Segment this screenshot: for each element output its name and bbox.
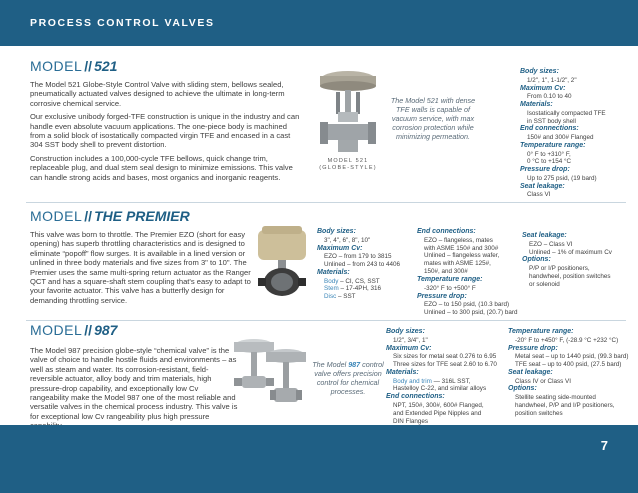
paragraph: Our exclusive unibody forged-TFE construction is unique in the industry and can handle even absolute vacuum applications. The one-piece body is machined from a solid block of isostatically compacted virgin TFE and encased in a cast 304 SST body shell to prevent distortion. — [30, 112, 300, 150]
pull-quote-521: The Model 521 with dense TFE walls is capable of vacuum service, with max corrosion protection while minimizing permeation. — [390, 96, 476, 141]
spec-group: End connections: 150# and 300# Flanged — [520, 125, 594, 141]
section-title-521: MODEL // 521 — [30, 58, 118, 74]
paragraph: This valve was born to throttle. The Premier EZO (short for easy opening) has superb throttling characteristics and is designed to eliminate “popoff” flow surges. It is available in a lined version or unlined in three body materials and five sizes from 3" to 10". The Premier uses the same multi-spring return actuator as the Ranger QCT and has a square-shaft stem coupling that's easy to adapt to your favorite actuator. This valve has a butterfly design for demanding throttling service. — [30, 230, 251, 305]
section-divider — [26, 320, 626, 321]
header-bar — [0, 0, 638, 46]
footer-bar — [0, 425, 638, 493]
page-number: 7 — [600, 438, 608, 453]
valve-987-image — [230, 328, 310, 426]
specs-premier-col1: Body sizes: 3", 4", 6", 8", 10" Maximum Cv: EZO – from 179 to 3815 Unlined – from 243 to 4406 Materials: Body – CI, CS, SST Stem – 17-4PH, 316 Disc – SST — [317, 228, 400, 301]
spec-group: Seat leakage: Class VI — [520, 182, 565, 199]
spec-group: Pressure drop: Up to 275 psid, (19 bard) — [520, 166, 597, 182]
section-divider — [26, 202, 626, 203]
section-title-987: MODEL // 987 — [30, 322, 118, 338]
specs-987-col1: Body sizes: 1/2", 3/4", 1" Maximum Cv: Six sizes for metal seat 0.276 to 6.95 Three sizes for TFE seat 2.60 to 6.70 Materials: Body and trim — 316L SST, Hastelloy C-22, and similar alloys End connections: NPT, 150#, 300#, 600# Flanged, and Extended Pipe Nipples and DIN Flanges — [386, 328, 497, 425]
valve-521-image — [318, 66, 378, 158]
section-model-521 — [0, 58, 638, 200]
specs-987-col2: Temperature range: -20° F to +450° F, (-28.9 °C +232 °C) Pressure drop: Metal seat – up to 1440 psid, (99.3 bard) TFE seat – up to 400 psid, (27.5 bard) Seat leakage: Class IV or Class VI Options: Stellite seating side-mounted handwheel, P/P and I/P positioners, position switches — [508, 328, 629, 417]
spec-group: Materials: Isostatically compacted TFE in SST body shell — [520, 101, 606, 125]
paragraph: Construction includes a 100,000-cycle TFE bellows, quick change trim, replaceable plug, and dual stem seal design to minimize emissions. This valve can handle strong acids and bases, most organics and inorganic reagents. — [30, 153, 293, 182]
spec-group: Temperature range: 0° F to +310° F, 0 °C to +154 °C — [520, 141, 586, 166]
spec-group: Body sizes: 1/2", 1", 1-1/2", 2" — [520, 68, 577, 84]
section-body-987 — [30, 346, 238, 435]
section-premier — [0, 208, 638, 320]
valve-premier-image — [252, 224, 312, 300]
section-body-521 — [30, 80, 300, 186]
section-model-987 — [0, 322, 638, 426]
specs-premier-col2: End connections: EZO – flangeless, mates with ASME 150# and 300# Unlined – flangeless wafer, mates with ASME 125#, 150#, and 300# Temperature range: -320° F to +500° F Pressure drop: EZO – to 150 psid, (10.3 bard) Unlined – to 300 psid, (20.7) bard — [417, 228, 518, 317]
paragraph: The Model 987 precision globe-style “chemical valve” is the valve of choice to handle hostile fluids and environments – as well as steam and water. Its corrosion-resistant, field-reversible actuator, alloy body and trim materials, high pressure-drop capability, and exceptionally low Cv rangeability make the Model 987 one of the most reliable and versatile valves in the chemical process industry. This valve is for exceptional low Cv rangeability plus high pressure — [30, 346, 238, 421]
paragraph: The Model 521 Globe-Style Control Valve with sliding stem, bellows sealed, pneumatically actuated valves designed to achieve the ultimate in long-term corrosive chemical service. — [30, 80, 285, 108]
spec-group: Maximum Cv: From 0.10 to 40 — [520, 84, 572, 101]
pull-quote-987: The Model 987 control valve offers precision control for chemical processes. — [312, 360, 384, 396]
valve-521-caption: MODEL 521 (GLOBE-STYLE) — [319, 158, 377, 171]
section-title-premier: MODEL // THE PREMIER — [30, 208, 190, 224]
specs-521 — [520, 68, 632, 199]
specs-premier-col3: Seat leakage: EZO – Class VI Unlined – 1% of maximum Cv Options: P/P or I/P positioners, handwheel, position switches or solenoid — [522, 232, 612, 288]
section-body-premier — [30, 230, 252, 309]
header-title: PROCESS CONTROL VALVES — [30, 17, 215, 29]
